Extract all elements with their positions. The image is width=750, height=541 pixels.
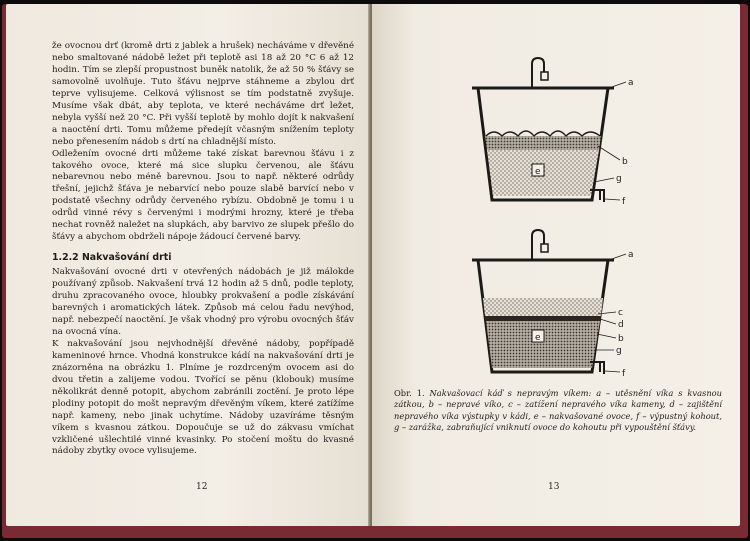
label-g: g xyxy=(616,174,622,184)
caption-text: Nakvašovací káď s nepravým víkem: a – utěsnění víka s kvasnou zátkou, b – nepravé víko, c – zatížení nepravého víka kameny, d – zajištění nepravého víka výstupky v kádi, e – nakvašované ovoce, f – výpustný kohout, g – zarážka, zabraňující vniknutí ovoce do kohoutu při vypouštění šťávy. xyxy=(394,388,722,433)
lock-bulb xyxy=(541,72,548,80)
false-lid xyxy=(485,316,601,321)
label-e: e xyxy=(535,167,541,177)
paragraph: K nakvašování jsou nejvhodnější dřevěné nádoby, popřípadě kameninové hrnce. Vhodná konstrukce kádí na nakvašování drti je znázorněna na obrázku 1. Plníme je rozdrceným ovocem asi do dvou třetin a zalijeme vodou. Tvořící se pěnu (klobouk) musíme několikrát denně potopit, abychom zabránili zoctění. Je proto lépe plodiny potopit do mošt nepravým dřevěným víkem, které zatížíme např. kameny, nebo jinak uchytíme. Nádoby uzavíráme těsným víkem s kvasnou zátkou. Dopoučuje se už do zákvasu vmíchat vzkličené ušlechtilé vinné kvasinky. Po stočení moštu do kvasné nádoby zbytky ovoce vylisujeme. xyxy=(52,338,354,457)
section-heading: 1.2.2 Nakvašování drti xyxy=(52,252,172,264)
vat-diagram-top xyxy=(464,50,644,215)
right-page xyxy=(372,4,740,526)
page-number-left: 12 xyxy=(196,482,208,492)
figure-caption xyxy=(394,388,722,434)
caption-lead: Obr. 1. xyxy=(394,388,425,398)
label-f: f xyxy=(622,197,626,207)
left-text-block xyxy=(52,41,354,458)
label-a: a xyxy=(628,78,634,88)
left-page xyxy=(6,4,370,526)
vat-diagram-bottom xyxy=(464,226,644,386)
label-e: e xyxy=(535,333,541,343)
label-b: b xyxy=(622,157,628,167)
vat-diagram-top-svg xyxy=(464,50,644,215)
lock-bulb xyxy=(541,244,548,252)
vat-diagram-bottom-svg xyxy=(464,226,644,386)
label-c: c xyxy=(618,308,623,318)
label-d: d xyxy=(618,320,624,330)
label-g: g xyxy=(616,346,622,356)
paragraph: Odležením ovocné drti můžeme také získat barevnou šťávu i z takového ovoce, které má sice slupku červenou, ale šťávu nebarevnou nebo méně barevnou. Jsou to např. některé odrůdy třešní, jejichž šťáva je nebarvící nebo pouze slabě barvící nebo v podstatě všechny odrůdy červeného rybízu. Obdobně je tomu i u odrůd vinné révy s červenými i modrými hrozny, které je třeba nechat rovněž naležet na slupkách, aby barvivo ze slupek přešlo do šťávy a abychom obdrželi nápoje žádoucí červené barvy. xyxy=(52,148,354,243)
page-number-right: 13 xyxy=(548,482,560,492)
label-b: b xyxy=(618,334,624,344)
mash-body xyxy=(486,321,600,368)
false-lid-stones xyxy=(486,131,600,136)
paragraph: že ovocnou drť (kromě drti z jablek a hrušek) necháváme v dřevěné nebo smaltované nádobě ležet při teplotě asi 18 až 20 °C 6 až 12 hodin. Tím se zlepší propustnost buněk natolik, že až 50 % šťávy se samovolně uvolňuje. Tuto šťávu nejprve stáhneme a zbylou drť teprve vylisujeme. Celková výlisnost se tím podstatně zvyšuje. Musíme však dbát, aby teplota, ve které necháváme drť ležet, nebyla vyšší než 20 °C. Při vyšší teplotě by mohlo dojít k nakvašení a naoctění drti. Tomu můžeme předejít včasným snížením teploty nebo přenesením nádob s drtí na chladnější místo. xyxy=(52,41,354,147)
paragraph: Nakvašování ovocné drti v otevřených nádobách je již málokde používaný způsob. Nakvašení trvá 12 hodin až 5 dnů, podle teploty, druhu zpracovaného ovoce, hloubky prokvašení a podle získávání barevných i aromatických látek. Způsob má celou řadu nevýhod, např. nebezpečí naoctění. Je však vhodný pro výrobu ovocných šťáv na ovocná vína. xyxy=(52,267,354,337)
label-a: a xyxy=(628,250,634,260)
mash-layer xyxy=(485,136,601,150)
label-f: f xyxy=(622,369,626,379)
upper-liquid xyxy=(483,298,603,316)
